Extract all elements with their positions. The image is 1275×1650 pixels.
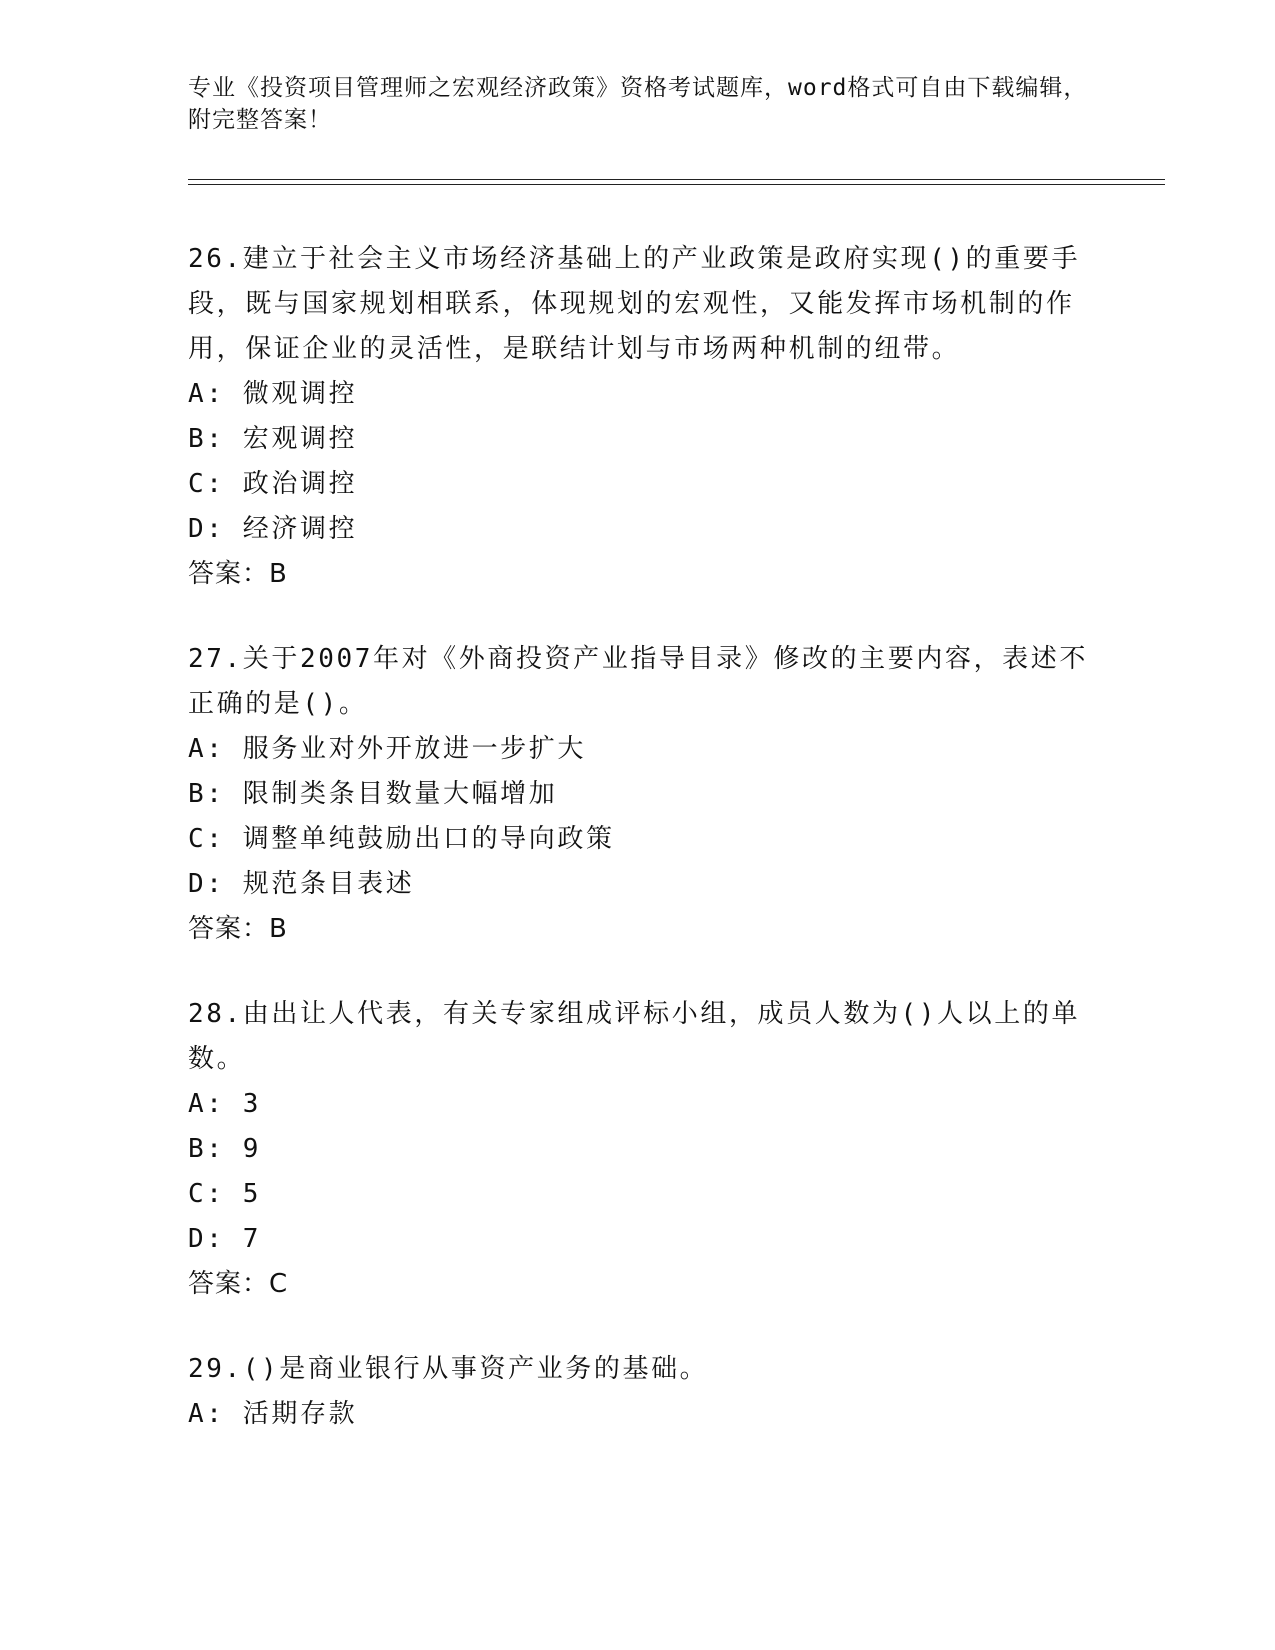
option-c bbox=[188, 462, 1088, 507]
answer: 答案：C bbox=[188, 1269, 289, 1299]
option-text: 调整单纯鼓励出口的导向政策 bbox=[242, 824, 615, 854]
option-b bbox=[188, 1127, 1088, 1172]
question-29 bbox=[188, 1347, 1088, 1437]
option-text: 3 bbox=[242, 1089, 262, 1119]
option-letter: D: bbox=[188, 1224, 225, 1254]
option-letter: B: bbox=[188, 1134, 225, 1164]
option-letter: C: bbox=[188, 824, 225, 854]
question-27 bbox=[188, 637, 1088, 952]
option-text: 服务业对外开放进一步扩大 bbox=[242, 734, 586, 764]
option-a bbox=[188, 1082, 1088, 1127]
option-letter: B: bbox=[188, 424, 225, 454]
answer: 答案：B bbox=[188, 559, 288, 589]
option-a bbox=[188, 372, 1088, 417]
option-text: 微观调控 bbox=[242, 379, 358, 409]
option-text: 9 bbox=[242, 1134, 262, 1164]
option-b bbox=[188, 772, 1088, 817]
option-letter: A: bbox=[188, 734, 225, 764]
option-letter: B: bbox=[188, 779, 225, 809]
option-d bbox=[188, 862, 1088, 907]
option-d bbox=[188, 1217, 1088, 1262]
answer: 答案：B bbox=[188, 914, 288, 944]
question-stem: 29.()是商业银行从事资产业务的基础。 bbox=[188, 1354, 709, 1384]
option-text: 活期存款 bbox=[242, 1399, 358, 1429]
question-list bbox=[188, 237, 1088, 1477]
option-c bbox=[188, 817, 1088, 862]
option-letter: A: bbox=[188, 1089, 225, 1119]
question-stem: 27.关于2007年对《外商投资产业指导目录》修改的主要内容，表述不正确的是()。 bbox=[188, 644, 1088, 719]
option-text: 7 bbox=[242, 1224, 262, 1254]
option-b bbox=[188, 417, 1088, 462]
question-stem: 28.由出让人代表，有关专家组成评标小组，成员人数为()人以上的单数。 bbox=[188, 999, 1081, 1074]
option-text: 限制类条目数量大幅增加 bbox=[242, 779, 558, 809]
header-rule-top bbox=[188, 179, 1165, 180]
option-letter: A: bbox=[188, 379, 225, 409]
option-letter: C: bbox=[188, 469, 225, 499]
option-letter: D: bbox=[188, 869, 225, 899]
document-header: 专业《投资项目管理师之宏观经济政策》资格考试题库，word格式可自由下载编辑，附完整答案！ bbox=[188, 75, 1088, 133]
question-28 bbox=[188, 992, 1088, 1307]
option-a bbox=[188, 1392, 1088, 1437]
option-text: 宏观调控 bbox=[242, 424, 358, 454]
option-text: 5 bbox=[242, 1179, 262, 1209]
option-text: 政治调控 bbox=[242, 469, 358, 499]
question-stem: 26.建立于社会主义市场经济基础上的产业政策是政府实现()的重要手段，既与国家规划相联系，体现规划的宏观性，又能发挥市场机制的作用，保证企业的灵活性，是联结计划与市场两种机制的纽带。 bbox=[188, 244, 1081, 364]
option-letter: C: bbox=[188, 1179, 225, 1209]
option-text: 经济调控 bbox=[242, 514, 358, 544]
header-rule-bottom bbox=[188, 184, 1165, 185]
option-letter: A: bbox=[188, 1399, 225, 1429]
option-c bbox=[188, 1172, 1088, 1217]
option-letter: D: bbox=[188, 514, 225, 544]
question-26 bbox=[188, 237, 1088, 597]
option-a bbox=[188, 727, 1088, 772]
option-d bbox=[188, 507, 1088, 552]
option-text: 规范条目表述 bbox=[242, 869, 415, 899]
